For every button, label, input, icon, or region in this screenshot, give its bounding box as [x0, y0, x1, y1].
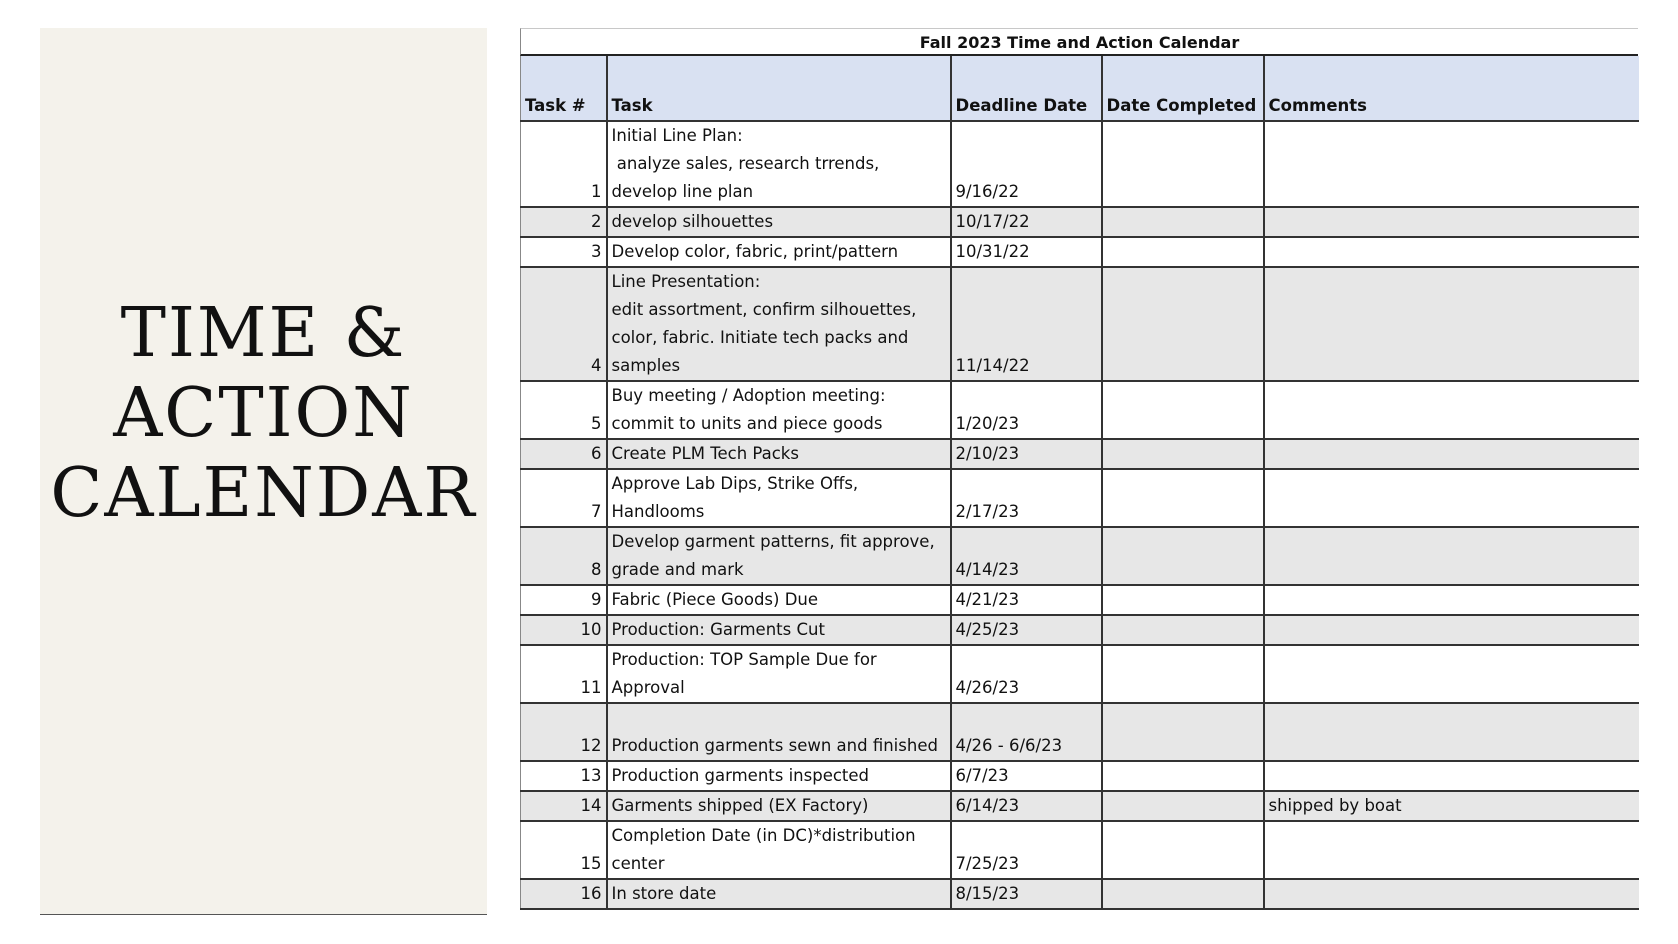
task-cell[interactable] [607, 761, 951, 791]
task-cell[interactable] [607, 645, 951, 703]
slide-title-line-3: CALENDAR [50, 454, 477, 533]
date-completed-cell[interactable] [1102, 821, 1264, 879]
deadline-cell[interactable]: 4/21/23 [951, 585, 1102, 615]
task-line: Develop garment patterns, fit approve, [611, 532, 935, 551]
date-completed-cell[interactable] [1102, 703, 1264, 761]
deadline-cell[interactable]: 10/31/22 [951, 237, 1102, 267]
deadline-cell[interactable]: 2/10/23 [951, 439, 1102, 469]
task-cell[interactable] [607, 879, 951, 909]
comments-cell[interactable] [1264, 237, 1639, 267]
header-comments[interactable]: Comments [1264, 56, 1639, 121]
task-cell[interactable] [607, 267, 951, 381]
date-completed-cell[interactable] [1102, 615, 1264, 645]
comments-cell[interactable] [1264, 615, 1639, 645]
task-line: develop line plan [611, 182, 754, 201]
comments-cell[interactable] [1264, 585, 1639, 615]
task-cell[interactable] [607, 207, 951, 237]
task-number-cell[interactable]: 9 [521, 585, 607, 615]
date-completed-cell[interactable] [1102, 267, 1264, 381]
task-number-cell[interactable]: 6 [521, 439, 607, 469]
task-number-cell[interactable]: 13 [521, 761, 607, 791]
task-line: develop silhouettes [611, 212, 774, 231]
date-completed-cell[interactable] [1102, 791, 1264, 821]
comments-cell[interactable] [1264, 703, 1639, 761]
task-line: Production: TOP Sample Due for [611, 650, 877, 669]
date-completed-cell[interactable] [1102, 207, 1264, 237]
task-line: Completion Date (in DC)*distribution [611, 826, 916, 845]
task-line: grade and mark [611, 560, 744, 579]
date-completed-cell[interactable] [1102, 439, 1264, 469]
header-date-completed[interactable]: Date Completed [1102, 56, 1264, 121]
task-cell[interactable] [607, 585, 951, 615]
comments-cell[interactable] [1264, 761, 1639, 791]
date-completed-cell[interactable] [1102, 585, 1264, 615]
task-cell[interactable] [607, 439, 951, 469]
task-number-cell[interactable]: 5 [521, 381, 607, 439]
table-row [521, 381, 1639, 439]
task-number-cell[interactable]: 10 [521, 615, 607, 645]
table-row [521, 791, 1639, 821]
task-number-cell[interactable]: 14 [521, 791, 607, 821]
deadline-cell[interactable]: 2/17/23 [951, 469, 1102, 527]
calendar-table [520, 56, 1639, 910]
task-line [612, 704, 946, 732]
date-completed-cell[interactable] [1102, 469, 1264, 527]
comments-cell[interactable] [1264, 207, 1639, 237]
task-cell[interactable] [607, 791, 951, 821]
task-number-cell[interactable]: 8 [521, 527, 607, 585]
task-line: Production: Garments Cut [611, 620, 825, 639]
table-row [521, 469, 1639, 527]
date-completed-cell[interactable] [1102, 527, 1264, 585]
comments-cell[interactable] [1264, 439, 1639, 469]
table-row [521, 207, 1639, 237]
table-row [521, 761, 1639, 791]
time-action-spreadsheet [520, 28, 1638, 910]
task-line: Production garments inspected [611, 766, 870, 785]
task-line: samples [611, 356, 681, 375]
header-deadline-date[interactable]: Deadline Date [951, 56, 1102, 121]
slide-title-line-2: ACTION [113, 374, 414, 453]
date-completed-cell[interactable] [1102, 761, 1264, 791]
table-row [521, 585, 1639, 615]
deadline-cell[interactable]: 10/17/22 [951, 207, 1102, 237]
task-cell[interactable] [607, 469, 951, 527]
task-number-cell[interactable]: 1 [521, 121, 607, 207]
table-row [521, 439, 1639, 469]
comments-cell[interactable] [1264, 645, 1639, 703]
task-line: Fabric (Piece Goods) Due [611, 590, 819, 609]
task-cell[interactable] [607, 821, 951, 879]
task-line: Approval [611, 678, 685, 697]
date-completed-cell[interactable] [1102, 879, 1264, 909]
task-number-cell[interactable]: 2 [521, 207, 607, 237]
deadline-cell[interactable]: 4/26/23 [951, 645, 1102, 703]
comments-cell[interactable] [1264, 879, 1639, 909]
title-panel [40, 28, 487, 915]
task-line: color, fabric. Initiate tech packs and [611, 328, 909, 347]
task-line: edit assortment, confirm silhouettes, [611, 300, 917, 319]
deadline-cell[interactable]: 9/16/22 [951, 121, 1102, 207]
task-number-cell[interactable]: 16 [521, 879, 607, 909]
deadline-cell[interactable]: 6/14/23 [951, 791, 1102, 821]
task-number-cell[interactable]: 12 [521, 703, 607, 761]
date-completed-cell[interactable] [1102, 645, 1264, 703]
date-completed-cell[interactable] [1102, 237, 1264, 267]
comments-cell[interactable] [1264, 121, 1639, 207]
task-line: Handlooms [611, 502, 705, 521]
deadline-cell[interactable]: 4/26 - 6/6/23 [951, 703, 1102, 761]
slide-title-line-1: TIME & [120, 294, 407, 373]
date-completed-cell[interactable] [1102, 381, 1264, 439]
comments-cell[interactable] [1264, 267, 1639, 381]
table-row [521, 121, 1639, 207]
task-number-cell[interactable]: 11 [521, 645, 607, 703]
header-task[interactable]: Task [607, 56, 951, 121]
table-row [521, 237, 1639, 267]
task-line: center [611, 854, 665, 873]
comments-cell[interactable] [1264, 381, 1639, 439]
table-row [521, 703, 1639, 761]
task-line: Create PLM Tech Packs [611, 444, 799, 463]
deadline-cell[interactable]: 4/14/23 [951, 527, 1102, 585]
task-number-cell[interactable]: 3 [521, 237, 607, 267]
task-number-cell[interactable]: 7 [521, 469, 607, 527]
task-line: Production garments sewn and finished [611, 736, 938, 755]
table-row [521, 821, 1639, 879]
header-task-number[interactable]: Task # [521, 56, 607, 121]
task-cell[interactable] [607, 237, 951, 267]
task-line: analyze sales, research trrends, [611, 154, 880, 173]
table-row [521, 879, 1639, 909]
task-cell[interactable] [607, 703, 951, 761]
table-row [521, 645, 1639, 703]
task-line: In store date [611, 884, 717, 903]
task-cell[interactable] [607, 527, 951, 585]
task-cell[interactable] [607, 121, 951, 207]
task-cell[interactable] [607, 381, 951, 439]
deadline-cell[interactable]: 1/20/23 [951, 381, 1102, 439]
table-row [521, 527, 1639, 585]
deadline-cell[interactable]: 6/7/23 [951, 761, 1102, 791]
task-line: Garments shipped (EX Factory) [611, 796, 869, 815]
task-line: Line Presentation: [611, 272, 761, 291]
deadline-cell[interactable]: 8/15/23 [951, 879, 1102, 909]
deadline-cell[interactable]: 7/25/23 [951, 821, 1102, 879]
deadline-cell[interactable]: 11/14/22 [951, 267, 1102, 381]
date-completed-cell[interactable] [1102, 121, 1264, 207]
header-row [521, 56, 1639, 121]
task-line: Approve Lab Dips, Strike Offs, [611, 474, 859, 493]
task-number-cell[interactable]: 15 [521, 821, 607, 879]
task-line: Buy meeting / Adoption meeting: [611, 386, 886, 405]
comments-cell[interactable]: shipped by boat [1264, 791, 1639, 821]
task-line: Initial Line Plan: [611, 126, 743, 145]
task-cell[interactable] [607, 615, 951, 645]
comments-cell[interactable] [1264, 527, 1639, 585]
table-row [521, 267, 1639, 381]
deadline-cell[interactable]: 4/25/23 [951, 615, 1102, 645]
task-line: Develop color, fabric, print/pattern [611, 242, 899, 261]
table-row [521, 615, 1639, 645]
task-number-cell[interactable]: 4 [521, 267, 607, 381]
task-line: commit to units and piece goods [611, 414, 883, 433]
sheet-title: Fall 2023 Time and Action Calendar [520, 28, 1638, 56]
comments-cell[interactable] [1264, 821, 1639, 879]
comments-cell[interactable] [1264, 469, 1639, 527]
table-body [521, 121, 1639, 909]
